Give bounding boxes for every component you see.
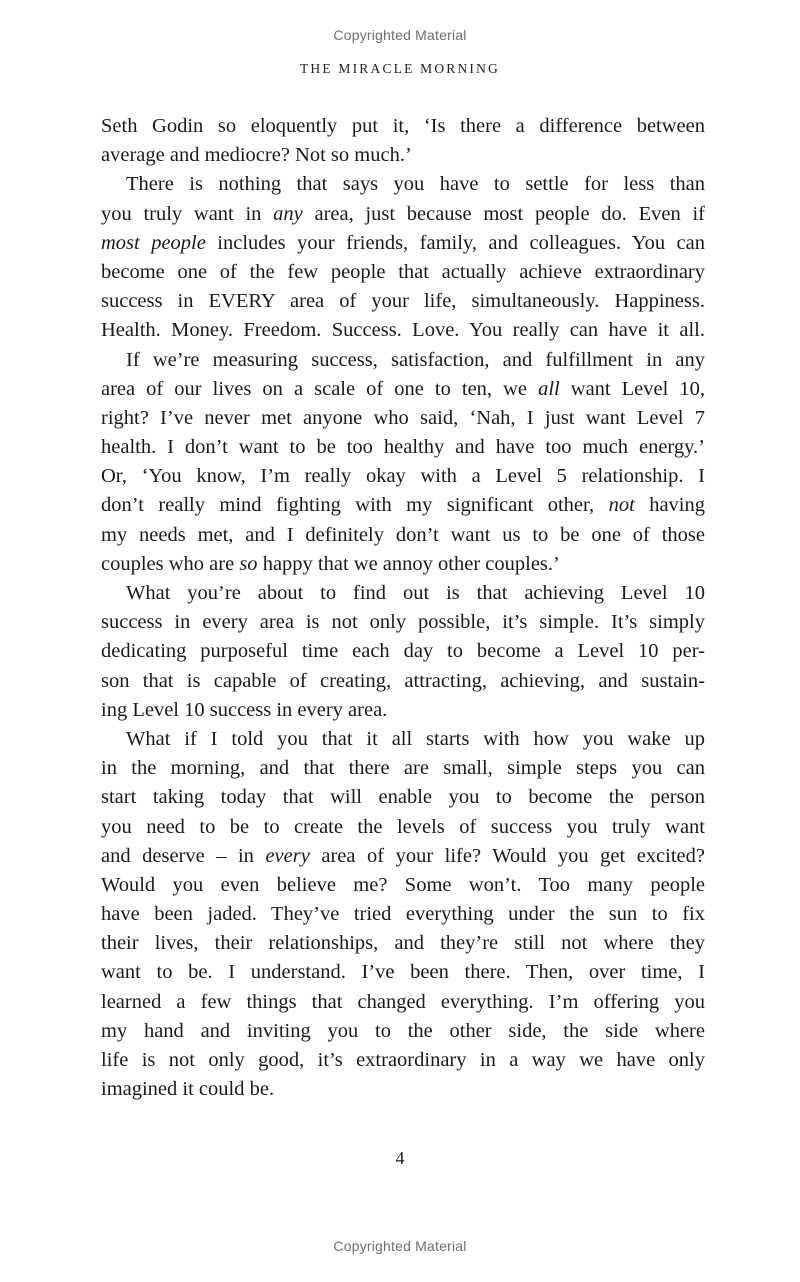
text-line: couples who are so happy that we annoy other couples.’ — [101, 552, 560, 575]
text-line: life is not only good, it’s extraordinary in a way we have only — [101, 1049, 705, 1071]
text-line: Health. Money. Freedom. Success. Love. You really can have it all. — [101, 319, 705, 342]
text-line: start taking today that will enable you to become the person — [101, 786, 705, 809]
paragraph — [101, 112, 705, 170]
text-line: imagined it could be. — [101, 1078, 275, 1101]
text-line: their lives, their relationships, and they’re still not where they — [101, 932, 705, 955]
text-line: become one of the few people that actually achieve extraordinary — [101, 260, 705, 283]
paragraph — [101, 170, 705, 345]
text-line: success in EVERY area of your life, simultaneously. Happiness. — [101, 290, 705, 313]
text-line: you truly want in any area, just because most people do. Even if — [101, 202, 706, 225]
watermark-top: Copyrighted Material — [333, 27, 467, 43]
page-number: 4 — [395, 1148, 405, 1168]
text-line: Seth Godin so eloquently put it, ‘Is there a difference between — [101, 115, 705, 137]
text-line: average and mediocre? Not so much.’ — [101, 144, 412, 167]
text-line: What you’re about to find out is that achieving Level 10 — [126, 582, 705, 604]
watermark-bottom: Copyrighted Material — [333, 1238, 467, 1254]
text-line: success in every area is not only possible, it’s simple. It’s simply — [101, 611, 705, 634]
paragraph — [101, 725, 705, 1104]
paragraph — [101, 579, 705, 725]
text-line: Would you even believe me? Some won’t. Too many people — [101, 873, 705, 896]
text-line: There is nothing that says you have to settle for less than — [126, 173, 705, 196]
text-line: right? I’ve never met anyone who said, ‘Nah, I just want Level 7 — [101, 406, 705, 429]
text-line: What if I told you that it all starts with how you wake up — [126, 727, 705, 750]
text-line: If we’re measuring success, satisfaction, and fulfillment in any — [126, 348, 705, 371]
text-line: want to be. I understand. I’ve been there. Then, over time, I — [101, 961, 705, 984]
text-line: my hand and inviting you to the other side, the side where — [101, 1019, 705, 1042]
text-line: you need to be to create the levels of success you truly want — [101, 815, 705, 838]
paragraph — [101, 346, 705, 580]
body-text — [101, 112, 705, 1104]
text-line: learned a few things that changed everything. I’m offering you — [101, 990, 705, 1013]
running-head: THE MIRACLE MORNING — [299, 61, 501, 76]
text-line: in the morning, and that there are small, simple steps you can — [101, 757, 705, 780]
text-line: son that is capable of creating, attracting, achieving, and sustain- — [101, 669, 705, 692]
text-line: my needs met, and I definitely don’t want us to be one of those — [101, 523, 705, 546]
text-line: and deserve – in every area of your life? Would you get excited? — [101, 844, 705, 867]
text-line: most people includes your friends, family, and colleagues. You can — [101, 231, 705, 254]
text-line: Or, ‘You know, I’m really okay with a Level 5 relationship. I — [101, 465, 705, 488]
text-line: have been jaded. They’ve tried everything under the sun to fix — [101, 903, 705, 926]
text-line: ing Level 10 success in every area. — [101, 698, 388, 721]
text-line: area of our lives on a scale of one to ten, we all want Level 10, — [101, 377, 705, 400]
text-line: health. I don’t want to be too healthy and have too much energy.’ — [101, 436, 705, 459]
text-line: don’t really mind fighting with my significant other, not having — [101, 494, 705, 517]
text-line: dedicating purposeful time each day to become a Level 10 per- — [101, 640, 705, 663]
